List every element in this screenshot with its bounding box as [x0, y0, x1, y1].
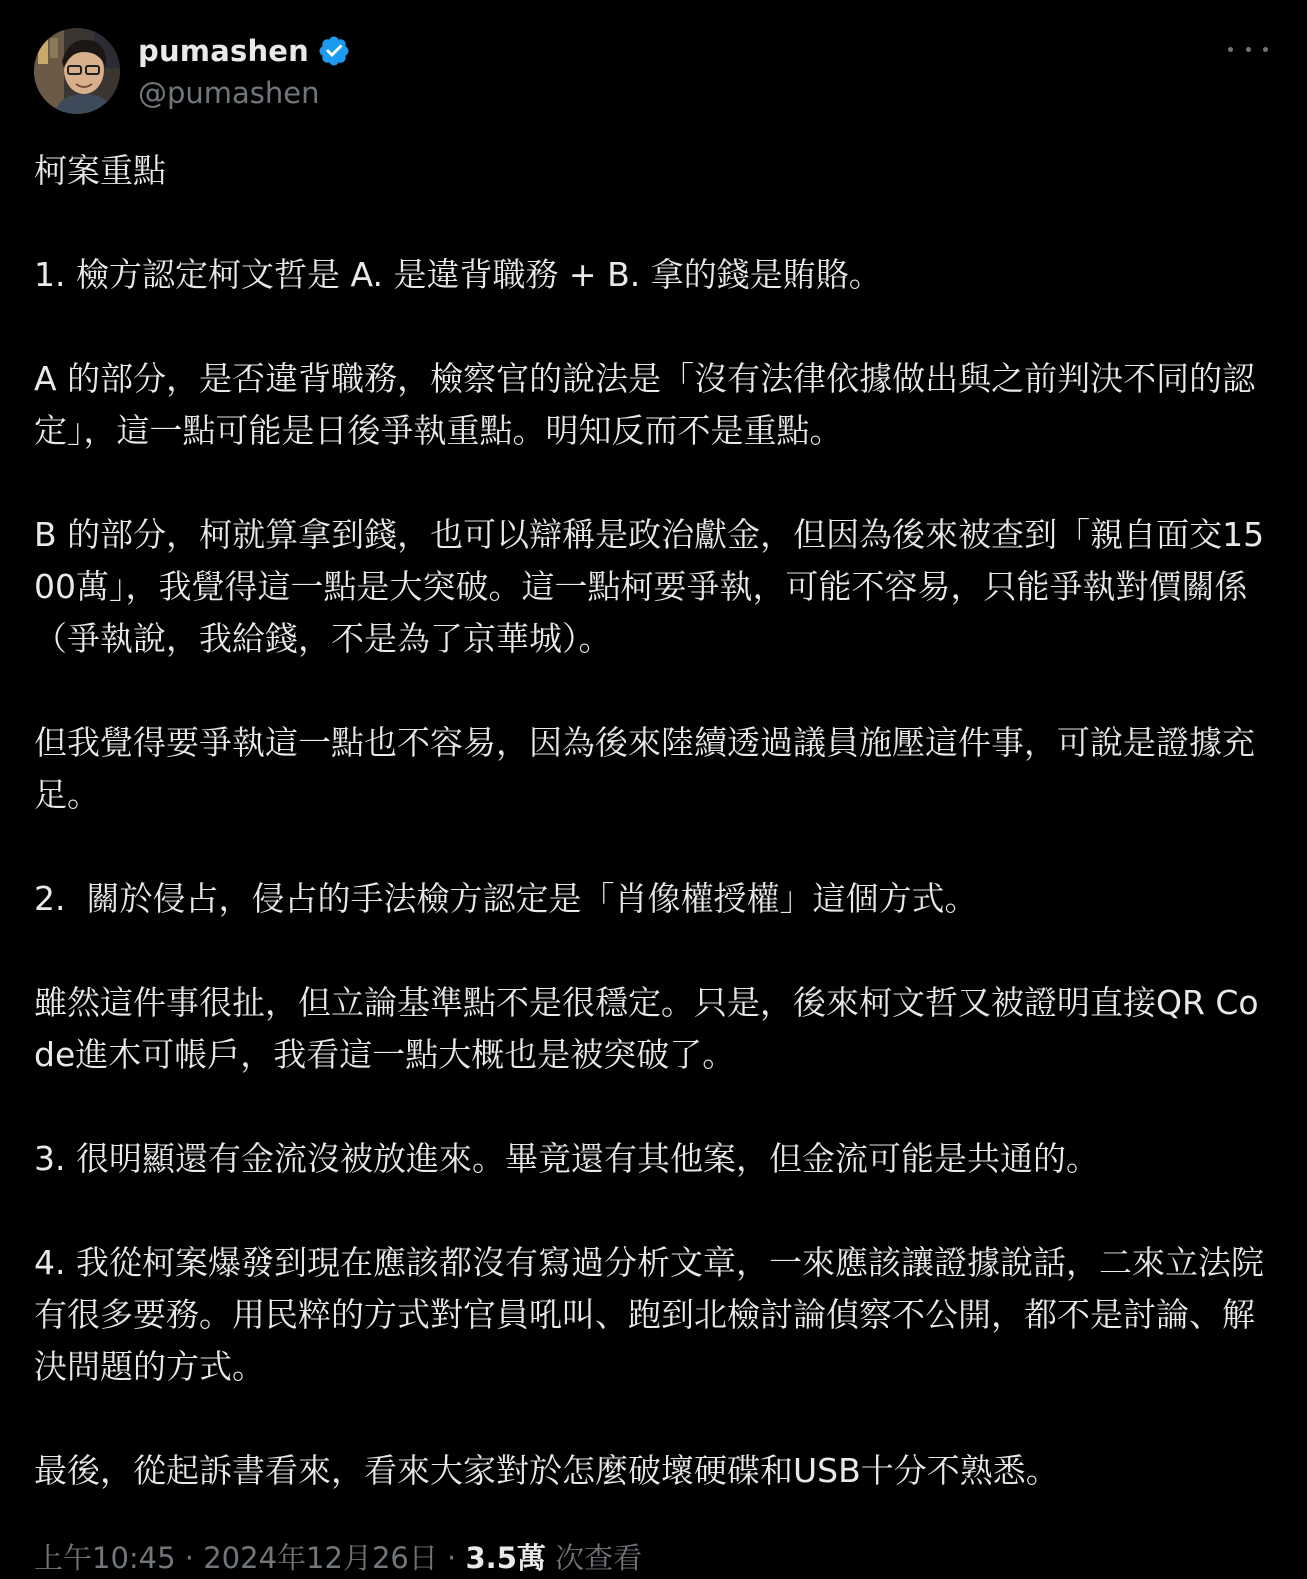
- tweet-paragraph: 雖然這件事很扯，但立論基準點不是很穩定。只是，後來柯文哲又被證明直接QR Code進木可帳戶，我看這一點大概也是被突破了。: [34, 983, 1259, 1074]
- tweet-paragraph: B 的部分，柯就算拿到錢，也可以辯稱是政治獻金，但因為後來被查到「親自面交1500萬」，我覺得這一點是大突破。這一點柯要爭執，可能不容易，只能爭執對價關係（爭執說，我給錢，不是為了京華城）。: [34, 515, 1265, 658]
- tweet-header: [34, 28, 1274, 118]
- avatar-image: [34, 28, 120, 114]
- tweet-paragraph: 最後，從起訴書看來，看來大家對於怎麼破壞硬碟和USB十分不熟悉。: [34, 1451, 1059, 1490]
- tweet-paragraph: A 的部分，是否違背職務，檢察官的說法是「沒有法律依據做出與之前判決不同的認定」，這一點可能是日後爭執重點。明知反而不是重點。: [34, 359, 1256, 450]
- verified-badge-icon[interactable]: [317, 34, 351, 68]
- more-dot: [1263, 47, 1268, 52]
- tweet-paragraph: 2. 關於侵占，侵占的手法檢方認定是「肖像權授權」這個方式。: [34, 879, 978, 918]
- meta-separator: ·: [437, 1541, 466, 1575]
- more-dot: [1228, 47, 1233, 52]
- tweet-text: [34, 145, 1270, 1497]
- tweet-paragraph: 1. 檢方認定柯文哲是 A. 是違背職務 + B. 拿的錢是賄賂。: [34, 255, 882, 294]
- tweet-time[interactable]: 上午10:45: [34, 1541, 176, 1575]
- tweet-paragraph: 但我覺得要爭執這一點也不容易，因為後來陸續透過議員施壓這件事，可說是證據充足。: [34, 723, 1255, 814]
- view-count: 3.5萬: [465, 1541, 546, 1575]
- avatar[interactable]: [34, 28, 120, 114]
- author-names: [138, 30, 351, 110]
- display-name-row: [138, 30, 351, 72]
- tweet-date[interactable]: 2024年12月26日: [203, 1541, 438, 1575]
- meta-separator: ·: [175, 1541, 204, 1575]
- more-horizontal-icon[interactable]: [1228, 36, 1268, 62]
- more-dot: [1246, 47, 1251, 52]
- tweet-paragraph: 4. 我從柯案爆發到現在應該都沒有寫過分析文章，一來應該讓證據說話，二來立法院有很多要務。用民粹的方式對官員吼叫、跑到北檢討論偵察不公開，都不是討論、解決問題的方式。: [34, 1243, 1264, 1386]
- tweet-paragraph: 柯案重點: [34, 151, 166, 190]
- author-handle[interactable]: @pumashen: [138, 76, 320, 110]
- display-name[interactable]: pumashen: [138, 34, 310, 68]
- tweet-paragraph: 3. 很明顯還有金流沒被放進來。畢竟還有其他案，但金流可能是共通的。: [34, 1139, 1099, 1178]
- view-label: 次查看: [545, 1541, 643, 1575]
- tweet-meta: [34, 1536, 642, 1577]
